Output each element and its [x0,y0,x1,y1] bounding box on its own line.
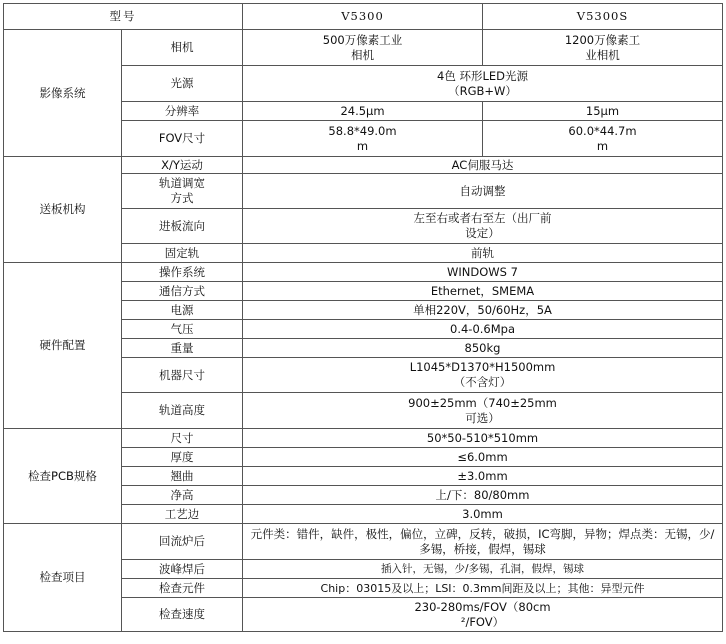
category-hardware: 硬件配置 [4,263,122,429]
value-resolution-v5300s: 15μm [483,102,723,121]
value-components: Chip：03015及以上；LSI：0.3mm间距及以上；其他：异型元件 [243,579,723,598]
label-flow: 进板流向 [122,209,243,244]
label-rail-width: 轨道调宽 方式 [122,174,243,209]
label-os: 操作系统 [122,263,243,282]
label-clearance: 净高 [122,486,243,505]
value-power: 单相220V，50/60Hz，5A [243,301,723,320]
value-flow: 左至右或者右至左（出厂前 设定） [243,209,723,244]
label-rail-height: 轨道高度 [122,393,243,429]
label-speed: 检查速度 [122,598,243,632]
model-label: 型号 [4,4,243,30]
value-weight: 850kg [243,339,723,358]
category-imaging: 影像系统 [4,30,122,157]
value-xy-motion: AC伺服马达 [243,157,723,174]
value-clearance: 上/下：80/80mm [243,486,723,505]
label-light: 光源 [122,66,243,102]
spec-table [3,3,723,632]
value-reflow: 元件类：错件，缺件，极性，偏位，立碑，反转，破损，IC弯脚，异物；焊点类：无锡，少/多锡，桥接，假焊，锡球 [243,524,723,560]
value-air: 0.4-0.6Mpa [243,320,723,339]
value-os: WINDOWS 7 [243,263,723,282]
label-resolution: 分辨率 [122,102,243,121]
value-machine-size: L1045*D1370*H1500mm （不含灯） [243,358,723,393]
label-air: 气压 [122,320,243,339]
model-v5300s: V5300S [483,4,723,30]
label-weight: 重量 [122,339,243,358]
value-fov-v5300s: 60.0*44.7m m [483,121,723,157]
label-thickness: 厚度 [122,448,243,467]
value-resolution-v5300: 24.5μm [243,102,483,121]
label-machine-size: 机器尺寸 [122,358,243,393]
header-row [4,4,723,30]
category-pcb: 检查PCB规格 [4,429,122,524]
value-edge: 3.0mm [243,505,723,524]
value-rail-width: 自动调整 [243,174,723,209]
value-warp: ±3.0mm [243,467,723,486]
label-reflow: 回流炉后 [122,524,243,560]
label-camera: 相机 [122,30,243,66]
model-v5300: V5300 [243,4,483,30]
label-power: 电源 [122,301,243,320]
value-light: 4色 环形LED光源 （RGB+W） [243,66,723,102]
category-conveyor: 送板机构 [4,157,122,263]
value-camera-v5300s: 1200万像素工 业相机 [483,30,723,66]
label-xy-motion: X/Y运动 [122,157,243,174]
category-inspection: 检查项目 [4,524,122,632]
label-warp: 翘曲 [122,467,243,486]
value-thickness: ≤6.0mm [243,448,723,467]
label-wave: 波峰焊后 [122,560,243,579]
value-fixed-rail: 前轨 [243,244,723,263]
value-camera-v5300: 500万像素工业 相机 [243,30,483,66]
label-components: 检查元件 [122,579,243,598]
label-pcb-size: 尺寸 [122,429,243,448]
label-edge: 工艺边 [122,505,243,524]
value-pcb-size: 50*50-510*510mm [243,429,723,448]
value-rail-height: 900±25mm（740±25mm 可选） [243,393,723,429]
value-wave: 插入针，无锡，少/多锡，孔洞，假焊，锡球 [243,560,723,579]
value-comm: Ethernet，SMEMA [243,282,723,301]
value-fov-v5300: 58.8*49.0m m [243,121,483,157]
value-speed: 230-280ms/FOV（80cm ²/FOV） [243,598,723,632]
label-fixed-rail: 固定轨 [122,244,243,263]
label-fov: FOV尺寸 [122,121,243,157]
label-comm: 通信方式 [122,282,243,301]
